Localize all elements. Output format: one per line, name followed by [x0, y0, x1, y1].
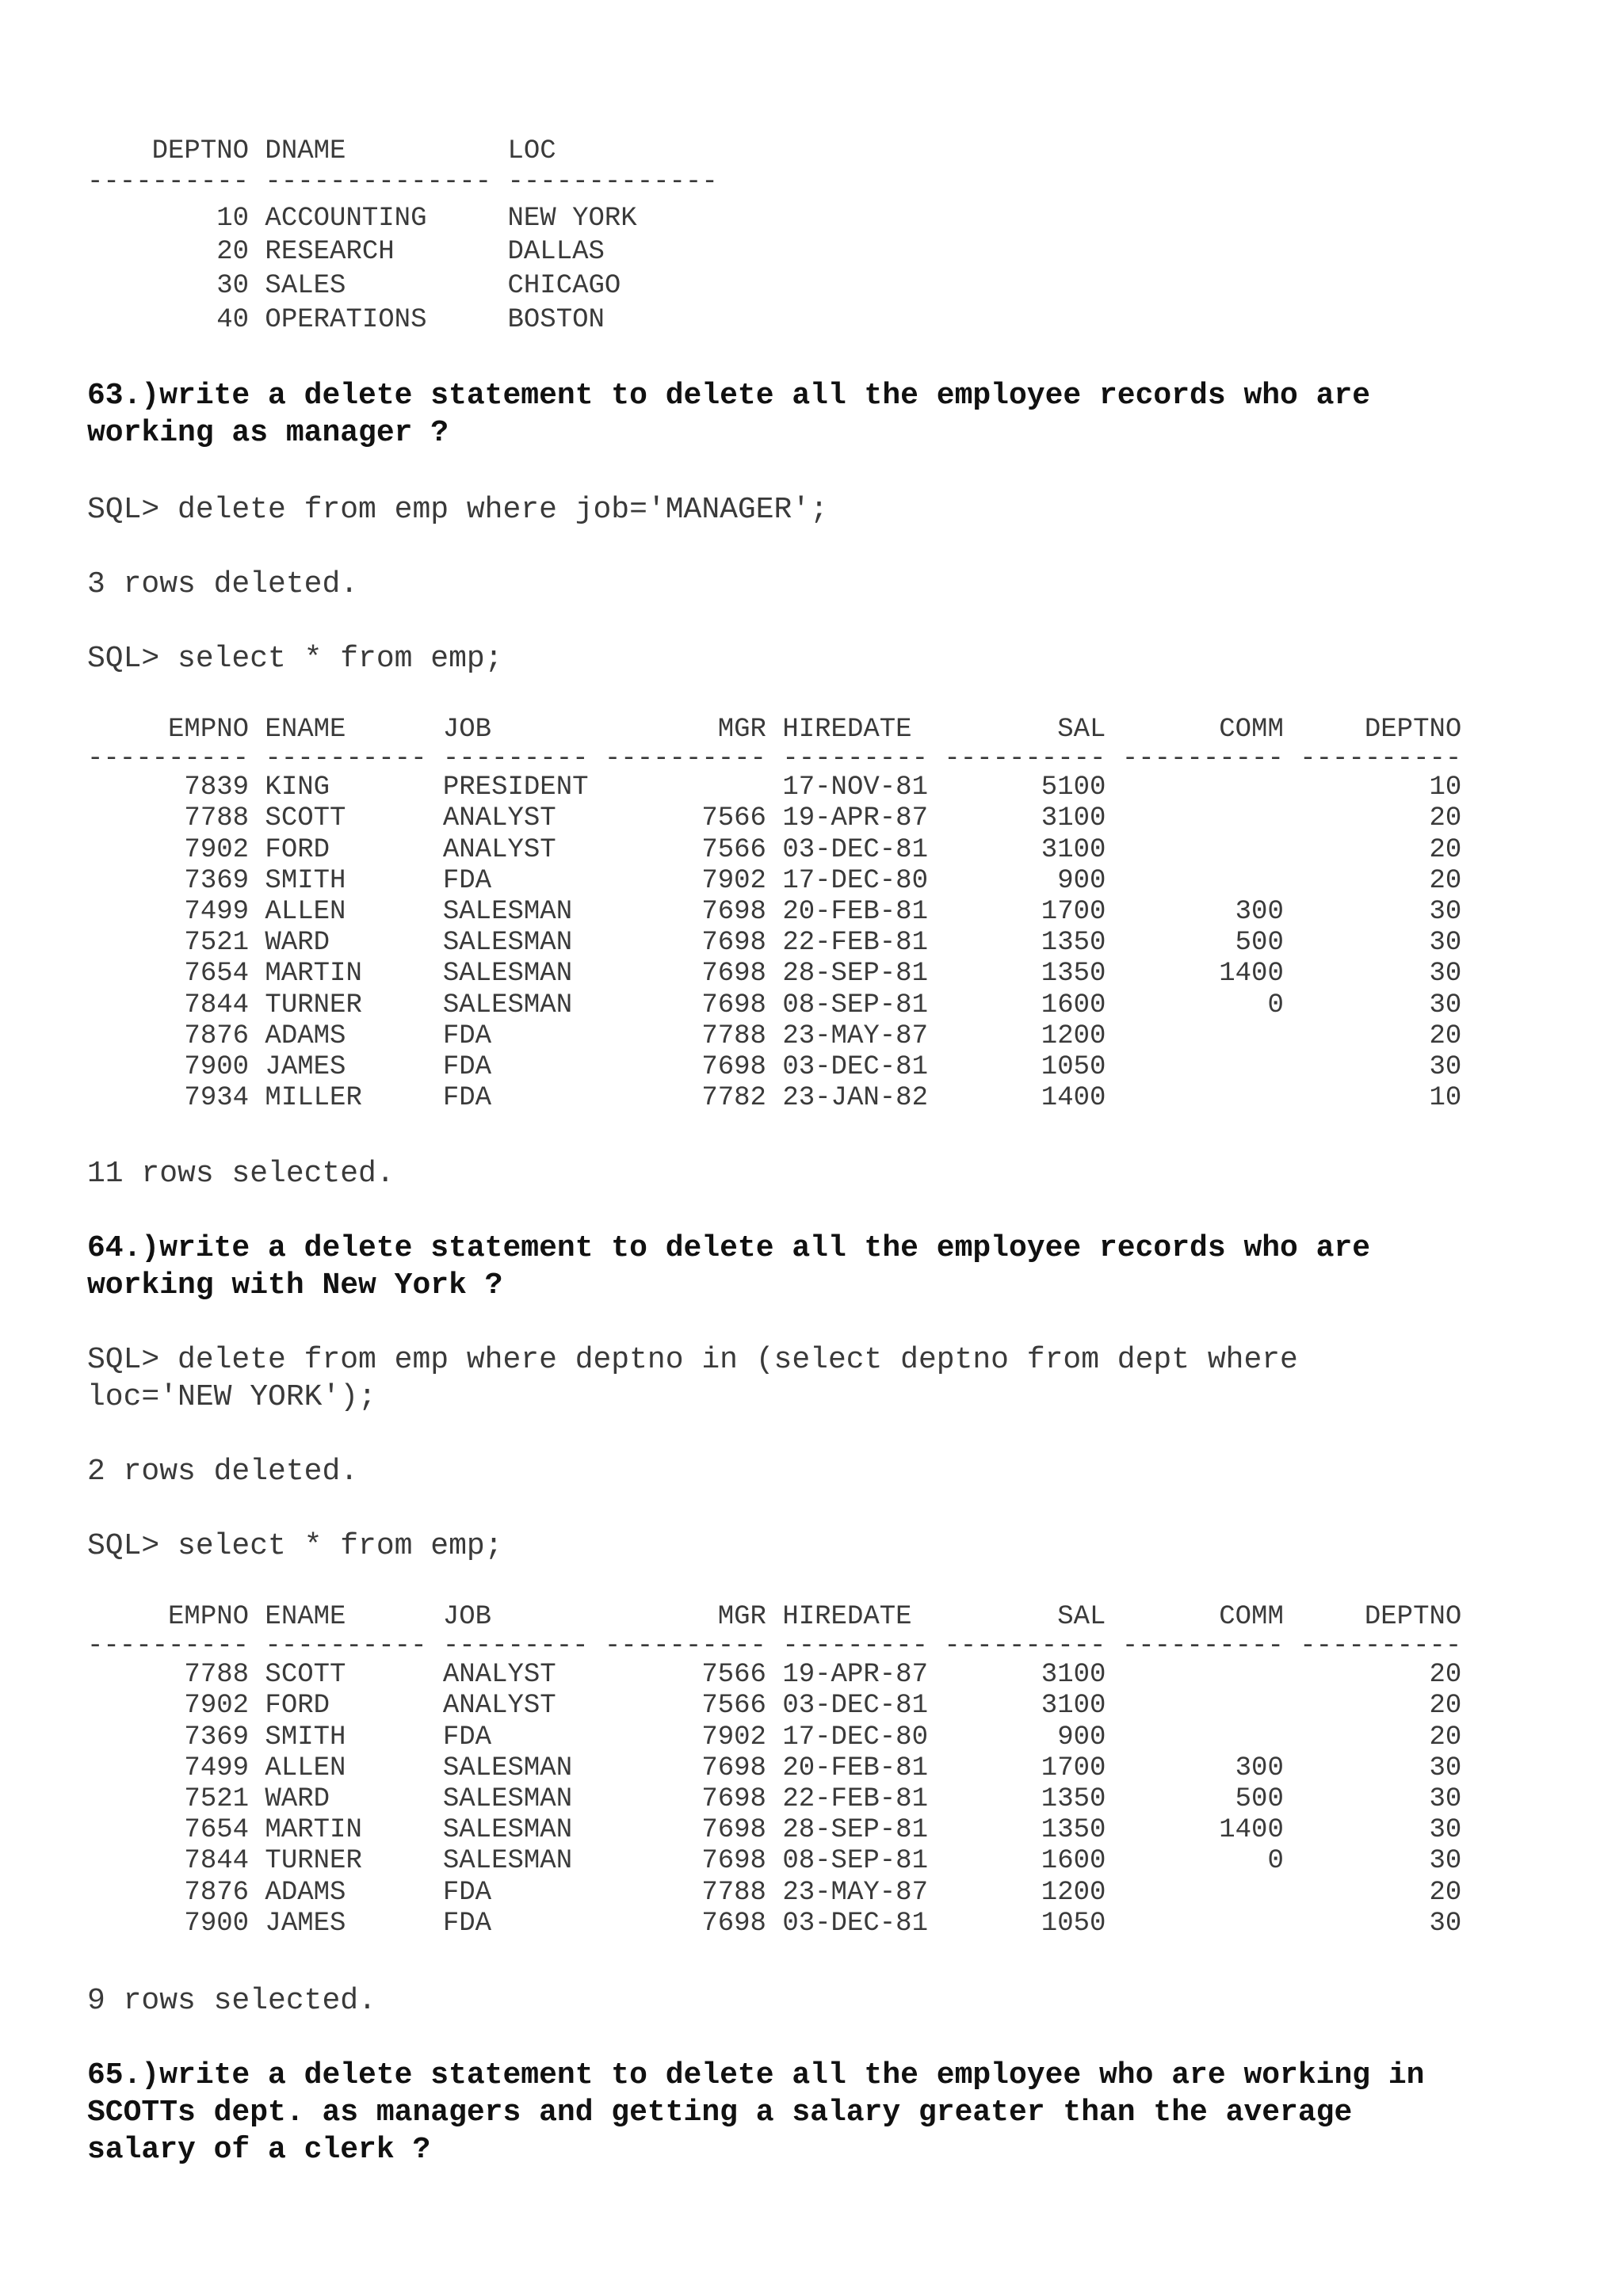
q64-emp-table: [87, 1602, 1461, 1939]
table-row: 7499 ALLEN SALESMAN 7698 20-FEB-81 1700 300 30: [87, 1753, 1462, 1783]
q63-sql-select: SQL> select * from emp;: [87, 642, 503, 676]
question-63: 63.)write a delete statement to delete all the employee records who are working as manager ?: [87, 379, 1371, 450]
table-row: 7521 WARD SALESMAN 7698 22-FEB-81 1350 500 30: [87, 928, 1462, 959]
q63-sql-delete: SQL> delete from emp where job='MANAGER';: [87, 493, 828, 527]
table-row: 7876 ADAMS FDA 7788 23-MAY-87 1200 20: [87, 1877, 1462, 1908]
table-row: 7900 JAMES FDA 7698 03-DEC-81 1050 30: [87, 1052, 1462, 1083]
table-row: 7369 SMITH FDA 7902 17-DEC-80 900 20: [87, 1722, 1462, 1753]
emp-table-rule: ---------- ---------- --------- ---------- --------- ---------- ---------- ----------: [87, 744, 1462, 775]
table-row: 7900 JAMES FDA 7698 03-DEC-81 1050 30: [87, 1908, 1462, 1939]
table-row: 7788 SCOTT ANALYST 7566 19-APR-87 3100 20: [87, 803, 1462, 834]
table-row: 10 ACCOUNTING NEW YORK: [87, 204, 637, 235]
table-row: 7902 FORD ANALYST 7566 03-DEC-81 3100 20: [87, 1691, 1462, 1722]
dept-table-rule: ---------- -------------- -------------: [87, 167, 718, 198]
question-65: 65.)write a delete statement to delete all the employee who are working in SCOTTs dept. as managers and getting a salary greater than the average salary of a clerk ?: [87, 2058, 1425, 2167]
table-row: 7654 MARTIN SALESMAN 7698 28-SEP-81 1350 1400 30: [87, 1815, 1462, 1846]
table-row: 7654 MARTIN SALESMAN 7698 28-SEP-81 1350 1400 30: [87, 959, 1462, 990]
q63-rows-selected: 11 rows selected.: [87, 1157, 395, 1191]
table-row: 7844 TURNER SALESMAN 7698 08-SEP-81 1600 0 30: [87, 990, 1462, 1020]
q64-rows-deleted: 2 rows deleted.: [87, 1455, 359, 1489]
emp-table-header: EMPNO ENAME JOB MGR HIREDATE SAL COMM DEPTNO: [87, 1602, 1462, 1632]
q64-sql-select: SQL> select * from emp;: [87, 1529, 503, 1563]
emp-table-rule: ---------- ---------- --------- ---------- --------- ---------- ---------- ----------: [87, 1631, 1462, 1662]
emp-table-header: EMPNO ENAME JOB MGR HIREDATE SAL COMM DEPTNO: [87, 715, 1462, 745]
table-row: 7788 SCOTT ANALYST 7566 19-APR-87 3100 20: [87, 1660, 1462, 1691]
q64-rows-selected: 9 rows selected.: [87, 1984, 376, 2018]
q64-sql-delete: SQL> delete from emp where deptno in (select deptno from dept where loc='NEW YORK');: [87, 1343, 1298, 1414]
table-row: 7934 MILLER FDA 7782 23-JAN-82 1400 10: [87, 1083, 1462, 1114]
table-row: 40 OPERATIONS BOSTON: [87, 305, 605, 336]
table-row: 7369 SMITH FDA 7902 17-DEC-80 900 20: [87, 865, 1462, 896]
table-row: 7876 ADAMS FDA 7788 23-MAY-87 1200 20: [87, 1020, 1462, 1051]
dept-table-header: DEPTNO DNAME LOC: [87, 136, 556, 166]
q63-rows-deleted: 3 rows deleted.: [87, 567, 359, 601]
table-row: 20 RESEARCH DALLAS: [87, 237, 605, 268]
table-row: 7844 TURNER SALESMAN 7698 08-SEP-81 1600 0 30: [87, 1846, 1462, 1877]
table-row: 7839 KING PRESIDENT 17-NOV-81 5100 10: [87, 772, 1462, 803]
question-64: 64.)write a delete statement to delete all the employee records who are working with New York ?: [87, 1231, 1371, 1302]
q63-emp-table: [87, 715, 1461, 1114]
table-row: 7499 ALLEN SALESMAN 7698 20-FEB-81 1700 300 30: [87, 897, 1462, 928]
dept-table: [87, 136, 718, 338]
table-row: 7902 FORD ANALYST 7566 03-DEC-81 3100 20: [87, 834, 1462, 865]
table-row: 30 SALES CHICAGO: [87, 271, 621, 302]
table-row: 7521 WARD SALESMAN 7698 22-FEB-81 1350 500 30: [87, 1784, 1462, 1815]
